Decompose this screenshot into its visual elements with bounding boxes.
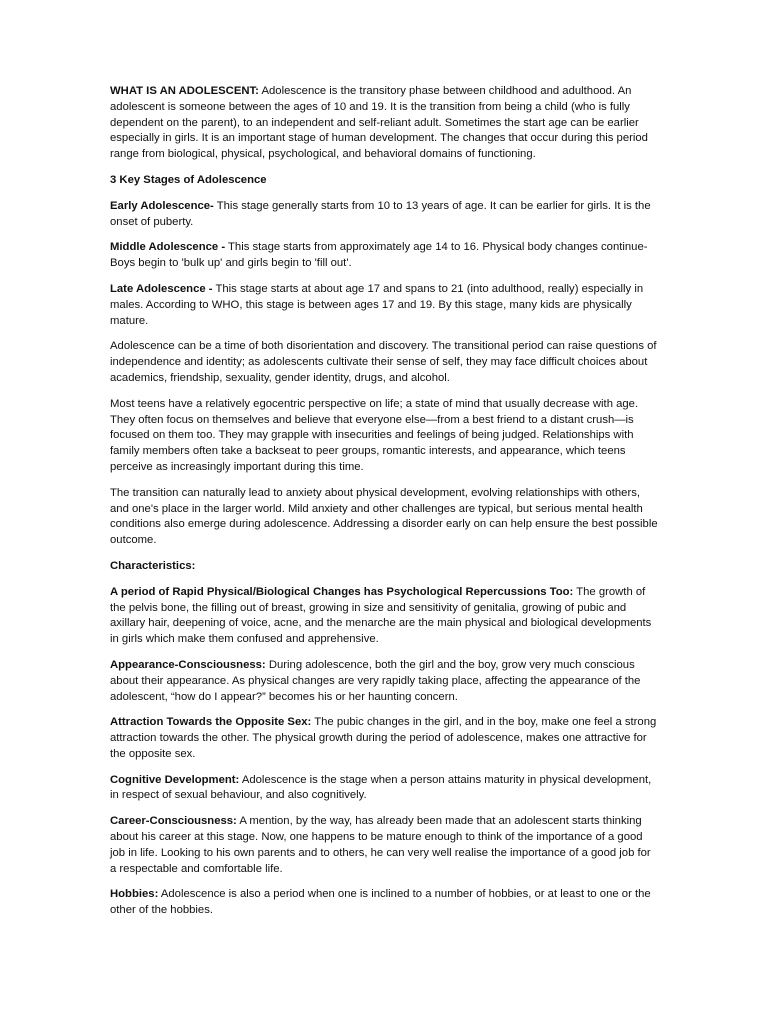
stage-early-paragraph (110, 199, 658, 231)
characteristic-physical-label: A period of Rapid Physical/Biological Changes has Psychological Repercussions Too: (110, 585, 574, 598)
intro-label: WHAT IS AN ADOLESCENT: (110, 85, 259, 97)
characteristic-career-text: A mention, by the way, has already been made that an adolescent starts thinking about his career at this stage. Now, one happens to be mature enough to think of the importance of a good job in life. Looking to his own parents and to others, he can very well realise the importance of a good job for a respectable and comfortable life. (110, 815, 651, 875)
stage-early-label: Early Adolescence- (110, 199, 214, 212)
stage-late-paragraph (110, 282, 658, 329)
characteristic-physical-text: The growth of the pelvis bone, the filling out of breast, growing in size and sensitivity of genitalia, growing of pubic and axillary hair, deepening of voice, acne, and the menarche are the main physical and biological developments in girls which make them confused and apprehensive. (110, 585, 652, 646)
body-paragraph-disorientation: Adolescence can be a time of both disorientation and discovery. The transitional period can raise questions of independence and identity; as adolescents cultivate their sense of self, they may face difficult choices about academics, friendship, sexuality, gender identity, drugs, and alcohol. (110, 340, 657, 384)
stages-heading: 3 Key Stages of Adolescence (110, 173, 267, 186)
characteristic-career-paragraph (110, 814, 658, 877)
characteristic-hobbies-paragraph (110, 887, 658, 919)
stage-late-text: This stage starts at about age 17 and spans to 21 (into adulthood, really) especially in males. According to WHO, this stage is between ages 17 and 19. By this stage, many kids are physically mature. (110, 282, 644, 327)
characteristic-physical-paragraph (110, 585, 658, 648)
stage-middle-text: This stage starts from approximately age 14 to 16. Physical body changes continue- Boys begin to 'bulk up' and girls begin to 'fill out'. (110, 241, 648, 270)
characteristic-hobbies-label: Hobbies: (110, 888, 159, 901)
stage-middle-label: Middle Adolescence - (110, 241, 226, 254)
body-paragraph-anxiety: The transition can naturally lead to anxiety about physical development, evolving relationships with others, and one's place in the larger world. Mild anxiety and other challenges are typical, but serious mental health conditions also emerge during adolescence. Addressing a disorder early on can help ensure the best possible outcome. (110, 486, 658, 547)
stage-late-label: Late Adolescence - (110, 282, 213, 295)
characteristic-appearance-paragraph (110, 658, 658, 705)
stage-middle-paragraph (110, 240, 658, 272)
body-paragraph-egocentric: Most teens have a relatively egocentric perspective on life; a state of mind that usually decrease with age. They often focus on themselves and believe that everyone else—from a best friend to a distant crush—is focused on them too. They may grapple with insecurities and feelings of being judged. Relationships with family members often take a backseat to peer groups, romantic interests, and appearance, which teens perceive as increasingly important during this time. (110, 397, 639, 473)
characteristic-career-label: Career-Consciousness: (110, 815, 237, 828)
characteristic-appearance-text: During adolescence, both the girl and the boy, grow very much conscious about their appearance. As physical changes are very rapidly taking place, affecting the appearance of the adolescent, “how do I appear?” becomes his or her haunting concern. (110, 658, 641, 703)
characteristics-heading: Characteristics: (110, 559, 196, 572)
document-page (110, 84, 658, 929)
stage-early-text: This stage generally starts from 10 to 13 years of age. It can be earlier for girls. It is the onset of puberty. (110, 199, 651, 228)
intro-paragraph (110, 84, 658, 163)
characteristic-appearance-label: Appearance-Consciousness: (110, 658, 266, 671)
intro-text: Adolescence is the transitory phase between childhood and adulthood. An adolescent is someone between the ages of 10 and 19. It is the transition from being a child (who is fully dependent on the parent), to an independent and self-reliant adult. Sometimes the start age can be earlier especially in girls. It is an important stage of human development. The changes that occur during this period range from biological, physical, psychological, and behavioral domains of functioning. (110, 85, 648, 161)
characteristic-hobbies-text: Adolescence is also a period when one is inclined to a number of hobbies, or at least to one or the other of the hobbies. (110, 888, 651, 917)
characteristic-cognitive-paragraph (110, 773, 658, 805)
characteristic-attraction-paragraph (110, 715, 658, 762)
characteristic-attraction-label: Attraction Towards the Opposite Sex: (110, 716, 312, 729)
characteristic-cognitive-text: Adolescence is the stage when a person attains maturity in physical development, in respect of sexual behaviour, and also cognitively. (110, 773, 652, 802)
characteristic-attraction-text: The pubic changes in the girl, and in the boy, make one feel a strong attraction towards the other. The physical growth during the period of adolescence, makes one attractive for the opposite sex. (110, 716, 657, 760)
characteristic-cognitive-label: Cognitive Development: (110, 773, 240, 786)
